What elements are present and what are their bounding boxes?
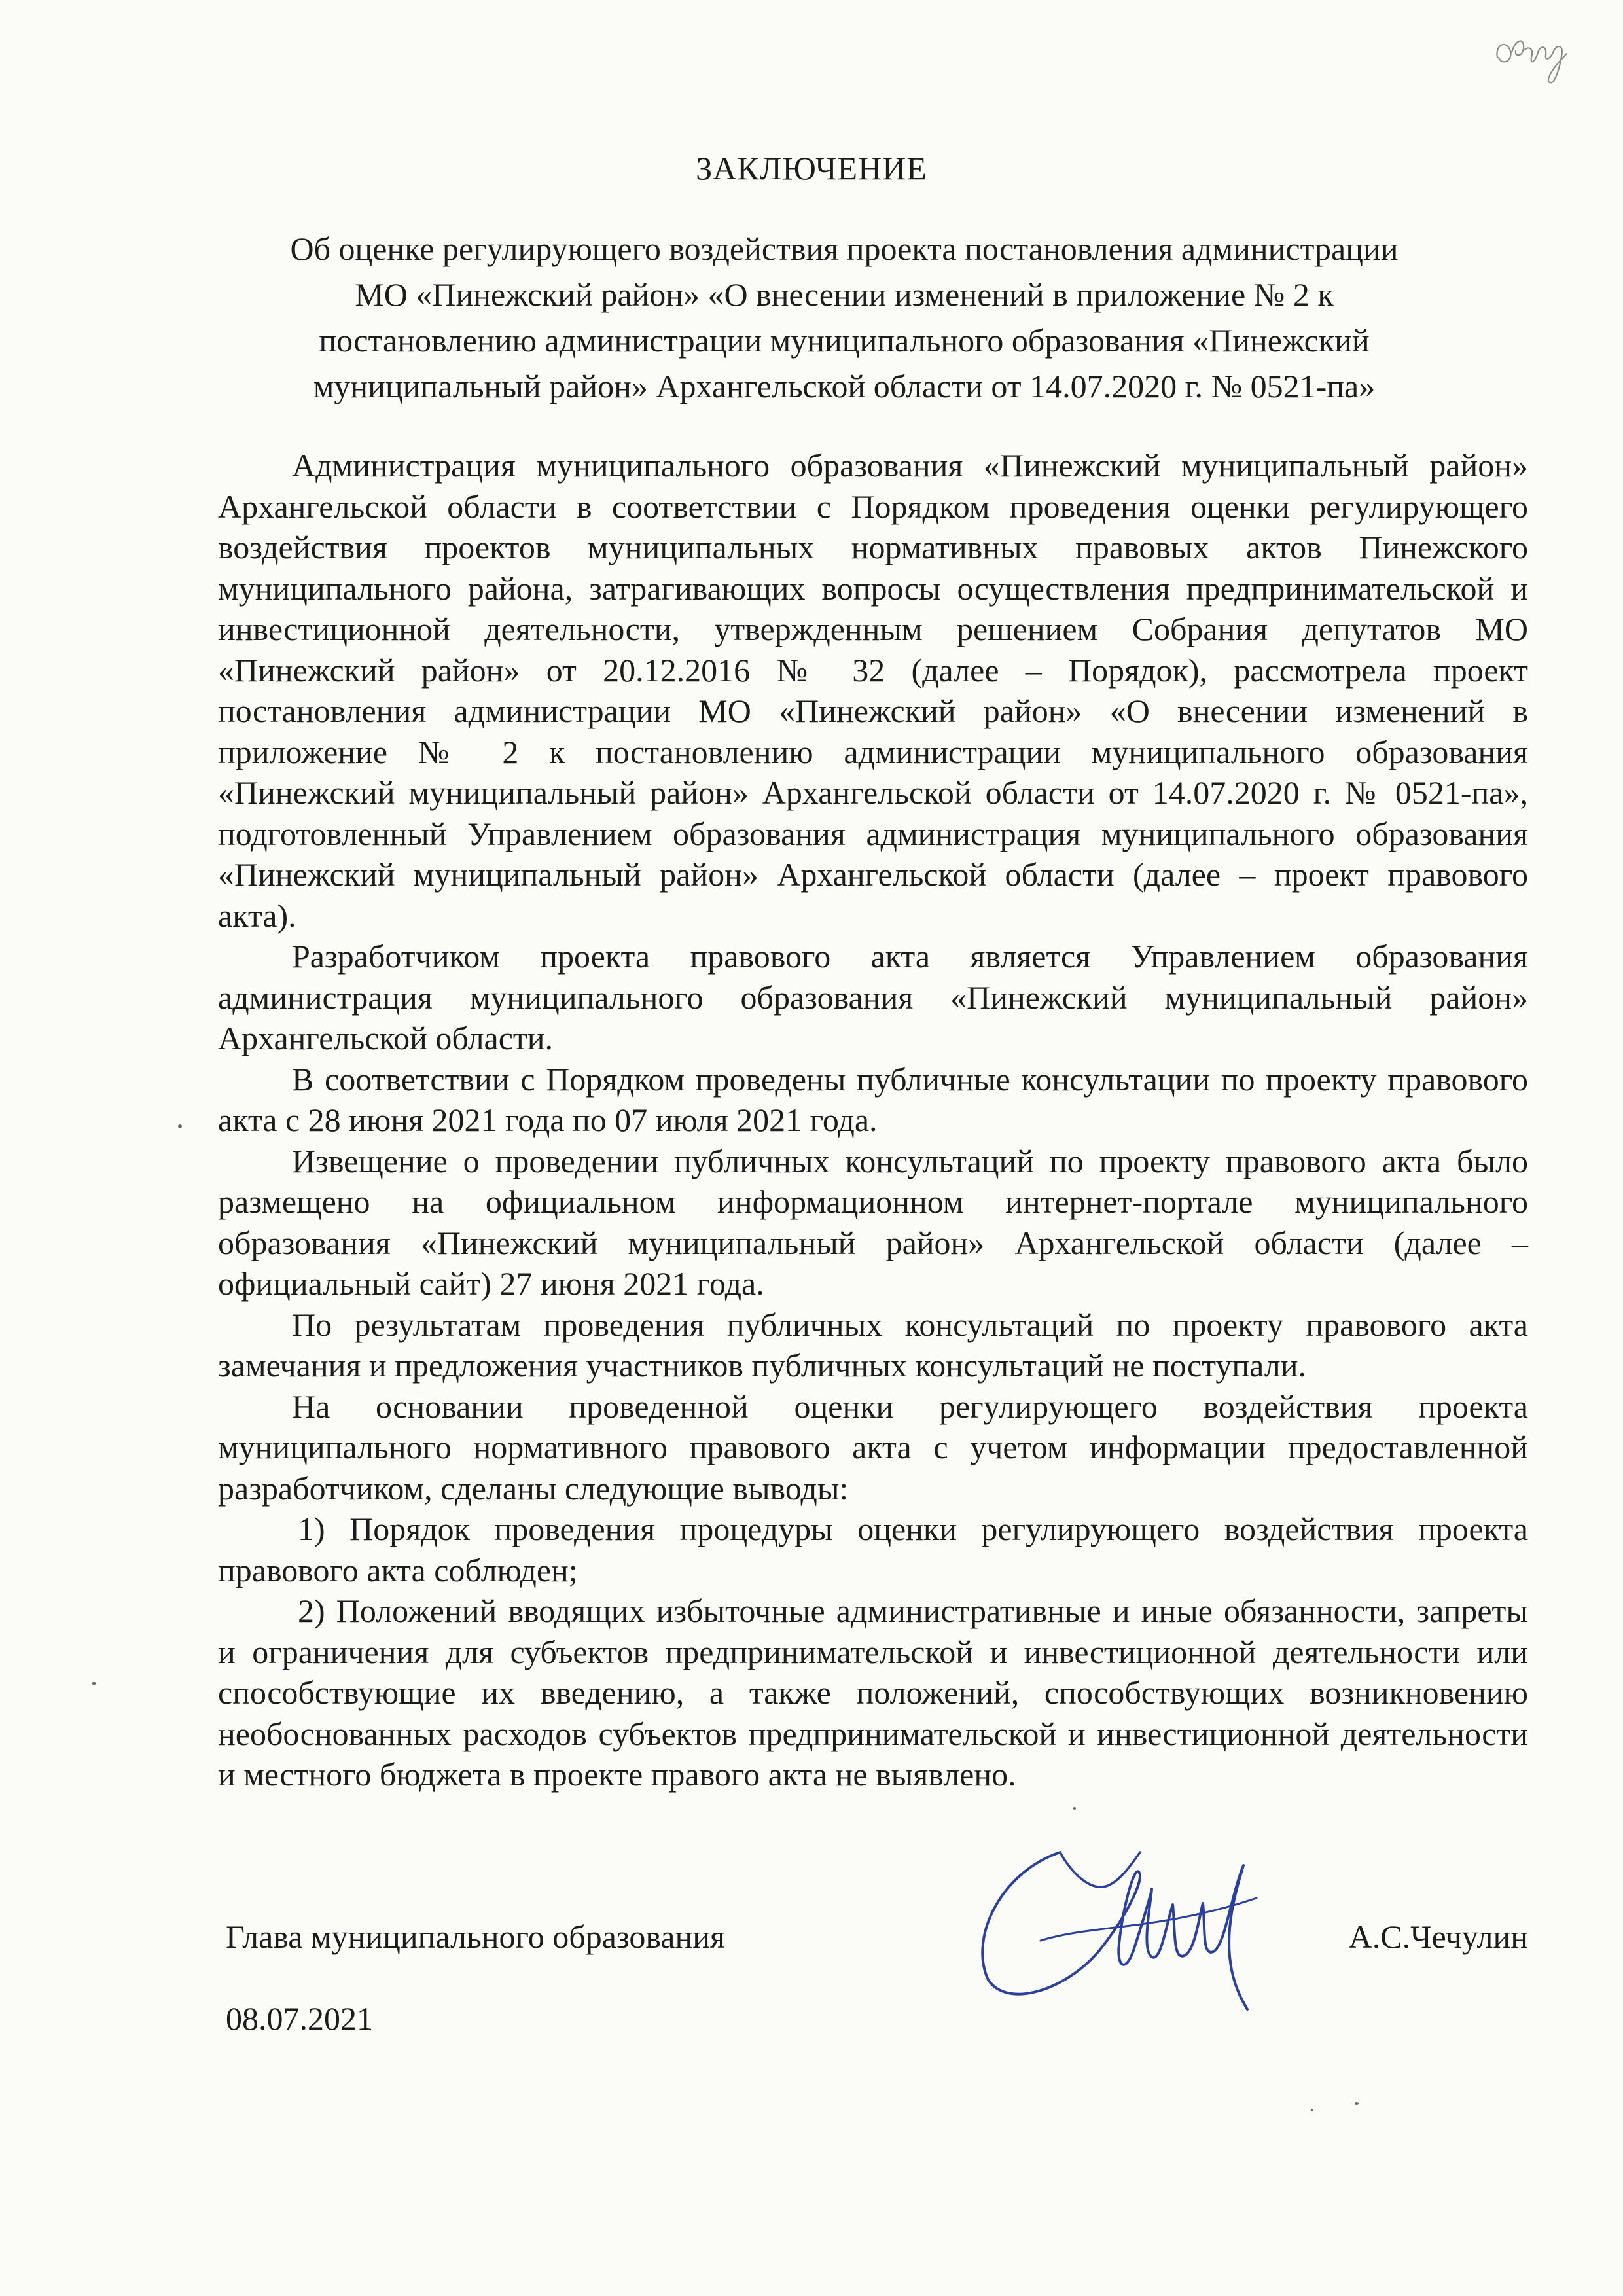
conclusion-item-2: 2) Положений вводящих избыточные административные и иные обязанности, запреты и ограничения для субъектов предпринимательской и инвестиционной деятельности или способствующие их введению, а также положений, способствующих возникновению необоснованных расходов субъектов предпринимательской и инвестиционной деятельности и местного бюджета в проекте правого акта не выявлено. [218,1592,1528,1793]
document-body [218,445,1528,1795]
subject-line: постановлению администрации муниципального образования «Пинежский [319,322,1370,359]
paragraph-developer: Разработчиком проекта правового акта является Управлением образования администрация муниципального образования «Пинежский муниципальный район» Архангельской области. [218,938,1528,1056]
paragraph-notice: Извещение о проведении публичных консультаций по проекту правового акта было размещено на официальном информационном интернет-портале муниципального образования «Пинежский муниципальный район» Архангельской области (далее – официальный сайт) 27 июня 2021 года. [218,1142,1528,1302]
paragraph-consultations-period: В соответствии с Порядком проведены публичные консультации по проекту правового акта с 28 июня 2021 года по 07 июля 2021 года. [218,1060,1528,1138]
paragraph-consultation-results: По результатам проведения публичных консультаций по проекту правового акта замечания и предложения участников публичных консультаций не поступали. [218,1306,1528,1384]
scan-speck [1311,2109,1313,2111]
scan-speck [1355,2102,1359,2105]
signature-block [226,1911,1528,1964]
signatory-name: А.С.Чечулин [1348,1918,1528,1955]
subject-line: муниципальный район» Архангельской области от 14.07.2020 г. № 0521-па» [313,368,1376,404]
conclusion-item-1: 1) Порядок проведения процедуры оценки регулирующего воздействия проекта правового акта соблюден; [218,1511,1528,1588]
document-subject [196,226,1492,409]
scan-speck [1073,1807,1076,1810]
subject-line: МО «Пинежский район» «О внесении изменений в приложение № 2 к [355,276,1334,313]
paragraph-conclusions-intro: На основании проведенной оценки регулирующего воздействия проекта муниципального нормативного правового акта с учетом информации предоставленной разработчиком, сделаны следующие выводы: [218,1388,1528,1507]
handwritten-corner-note [1492,20,1584,92]
document-date: 08.07.2021 [226,2000,373,2037]
scan-speck [92,1682,96,1685]
document-title: ЗАКЛЮЧЕНИЕ [696,150,927,187]
subject-line: Об оценке регулирующего воздействия проекта постановления администрации [290,230,1399,267]
paragraph-review: Администрация муниципального образования «Пинежский муниципальный район» Архангельской области в соответствии с Порядком проведения оценки регулирующего воздействия проектов муниципальных нормативных правовых актов Пинежского муниципального района, затрагивающих вопросы осуществления предпринимательской и инвестиционной деятельности, утвержденным решением Собрания депутатов МО «Пинежский район» от 20.12.2016 № 32 (далее – Порядок), рассмотрела проект постановления администрации МО «Пинежский район» «О внесении изменений в приложение № 2 к постановлению администрации муниципального образования «Пинежский муниципальный район» Архангельской области от 14.07.2020 г. № 0521-па», подготовленный Управлением образования администрация муниципального образования «Пинежский муниципальный район» Архангельской области (далее – проект правового акта). [218,447,1528,934]
signatory-role: Глава муниципального образования [226,1918,726,1955]
scan-speck [178,1124,182,1128]
